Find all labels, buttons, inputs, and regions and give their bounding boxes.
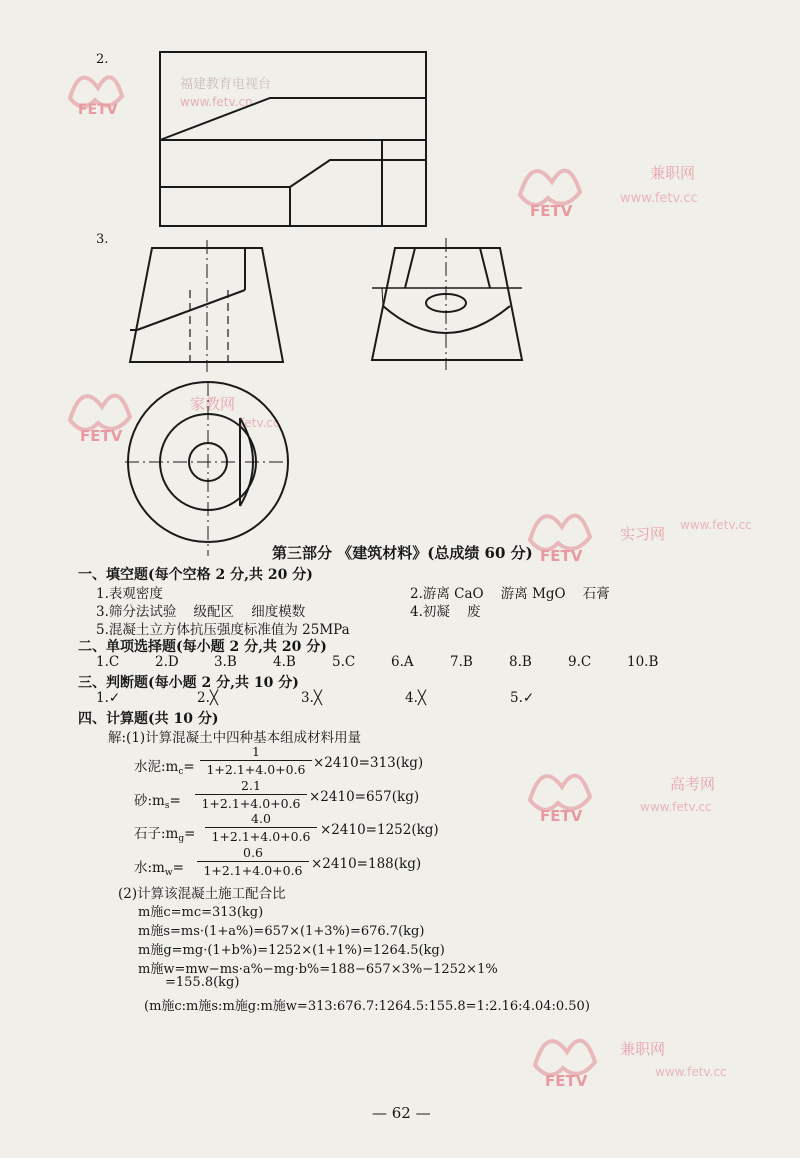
- single-choice-answer: 7.B: [450, 654, 473, 670]
- judgment-answer: 3.╳: [301, 690, 323, 706]
- figure-2-label: 2.: [96, 52, 109, 67]
- svg-text:兼职网: 兼职网: [620, 1040, 666, 1058]
- single-choice-answer: 5.C: [332, 654, 356, 670]
- svg-text:www.fetv.cc: www.fetv.cc: [655, 1065, 727, 1079]
- calc-line-5: =155.8(kg): [165, 975, 240, 990]
- cement-fraction: 1 1+2.1+4.0+0.6: [200, 744, 312, 777]
- single-choice-answer: 10.B: [627, 654, 659, 670]
- svg-text:FETV: FETV: [530, 202, 573, 220]
- figure-2-drawing: [160, 52, 426, 226]
- cement-label: 水泥$:m_c=$: [134, 759, 195, 777]
- water-label: 水$:m_w=$: [134, 860, 184, 878]
- calc-line-3: m施g=mg·(1+b%)=1252×(1+1%)=1264.5(kg): [138, 943, 445, 958]
- svg-text:www.fetv.cc: www.fetv.cc: [620, 191, 698, 206]
- svg-text:www.fetv.cc: www.fetv.cc: [640, 800, 712, 814]
- stone-fraction: 4.0 1+2.1+4.0+0.6: [205, 811, 317, 844]
- calculation-heading: 四、计算题(共 10 分): [78, 711, 219, 727]
- judgment-answer: 5.✓: [510, 690, 535, 706]
- sand-result: ×2410=657(kg): [309, 789, 420, 805]
- calculation-step-1: 解:(1)计算混凝土中四种基本组成材料用量: [108, 730, 362, 746]
- fill-blank-answer-3: 3.筛分法试验 级配区 细度模数: [96, 604, 306, 620]
- svg-text:www.fetv.cc: www.fetv.cc: [680, 518, 752, 532]
- fill-blank-answer-5: 5.混凝土立方体抗压强度标准值为 25MPa: [96, 622, 350, 638]
- fill-blank-answer-4: 4.初凝 废: [410, 604, 481, 620]
- calculation-step-2: (2)计算该混凝土施工配合比: [118, 886, 286, 902]
- stone-label: 石子$:m_g=$: [134, 826, 196, 844]
- fetv-logo-icon: [525, 1020, 795, 1100]
- stone-result: ×2410=1252(kg): [320, 822, 439, 838]
- fill-blank-answer-2: 2.游离 CaO 游离 MgO 石膏: [410, 586, 610, 602]
- cement-result: ×2410=313(kg): [313, 755, 424, 771]
- single-choice-answer: 2.D: [155, 654, 179, 670]
- figure-3-side-view: [372, 238, 522, 370]
- figure-3-top-view: [125, 382, 292, 556]
- watermark-5: [520, 755, 790, 839]
- figure-3-front-view: [130, 240, 283, 372]
- svg-text:福建教育电视台: 福建教育电视台: [180, 77, 272, 92]
- judgment-heading: 三、判断题(每小题 2 分,共 10 分): [78, 675, 299, 691]
- section-title: 第三部分 《建筑材料》(总成绩 60 分): [272, 544, 533, 562]
- fetv-logo-icon: [520, 755, 790, 835]
- water-result: ×2410=188(kg): [311, 856, 422, 872]
- calc-line-6: (m施c:m施s:m施g:m施w=313:676.7:1264.5:155.8=1:2.16:4.04:0.50): [144, 999, 590, 1014]
- calc-line-4: m施w=mw−ms·a%−mg·b%=188−657×3%−1252×1%: [138, 962, 498, 977]
- judgment-answer: 4.╳: [405, 690, 427, 706]
- figure-3-label: 3.: [96, 232, 109, 247]
- single-choice-answer: 4.B: [273, 654, 296, 670]
- single-choice-heading: 二、单项选择题(每小题 2 分,共 20 分): [78, 639, 327, 655]
- svg-text:高考网: 高考网: [670, 775, 716, 793]
- fill-blank-answer-1: 1.表观密度: [96, 586, 163, 602]
- single-choice-answer: 6.A: [391, 654, 414, 670]
- water-fraction: 0.6 1+2.1+4.0+0.6: [197, 845, 309, 878]
- single-choice-answer: 3.B: [214, 654, 237, 670]
- svg-text:FETV: FETV: [540, 807, 583, 825]
- svg-text:www.fetv.cn: www.fetv.cn: [180, 95, 253, 109]
- single-choice-answer: 8.B: [509, 654, 532, 670]
- svg-text:兼职网: 兼职网: [650, 164, 696, 182]
- engineering-drawings: [0, 0, 800, 560]
- fill-blank-heading: 一、填空题(每个空格 2 分,共 20 分): [78, 567, 313, 583]
- calc-line-2: m施s=ms·(1+a%)=657×(1+3%)=676.7(kg): [138, 924, 425, 939]
- sand-fraction: 2.1 1+2.1+4.0+0.6: [195, 778, 307, 811]
- svg-text:FETV: FETV: [80, 427, 123, 445]
- single-choice-answer: 1.C: [96, 654, 120, 670]
- sand-label: 砂$:m_s=$: [134, 793, 181, 811]
- svg-text:FETV: FETV: [545, 1072, 588, 1090]
- svg-text:fetv.cc: fetv.cc: [240, 416, 280, 430]
- svg-text:家教网: 家教网: [190, 395, 236, 413]
- single-choice-answer: 9.C: [568, 654, 592, 670]
- svg-text:实习网: 实习网: [620, 525, 666, 543]
- page-number: — 62 —: [372, 1104, 431, 1122]
- svg-text:FETV: FETV: [78, 102, 118, 118]
- calc-line-1: m施c=mc=313(kg): [138, 905, 264, 920]
- judgment-answer: 2.╳: [197, 690, 219, 706]
- svg-text:FETV: FETV: [540, 547, 583, 565]
- watermark-6: [525, 1020, 795, 1104]
- judgment-answer: 1.✓: [96, 690, 121, 706]
